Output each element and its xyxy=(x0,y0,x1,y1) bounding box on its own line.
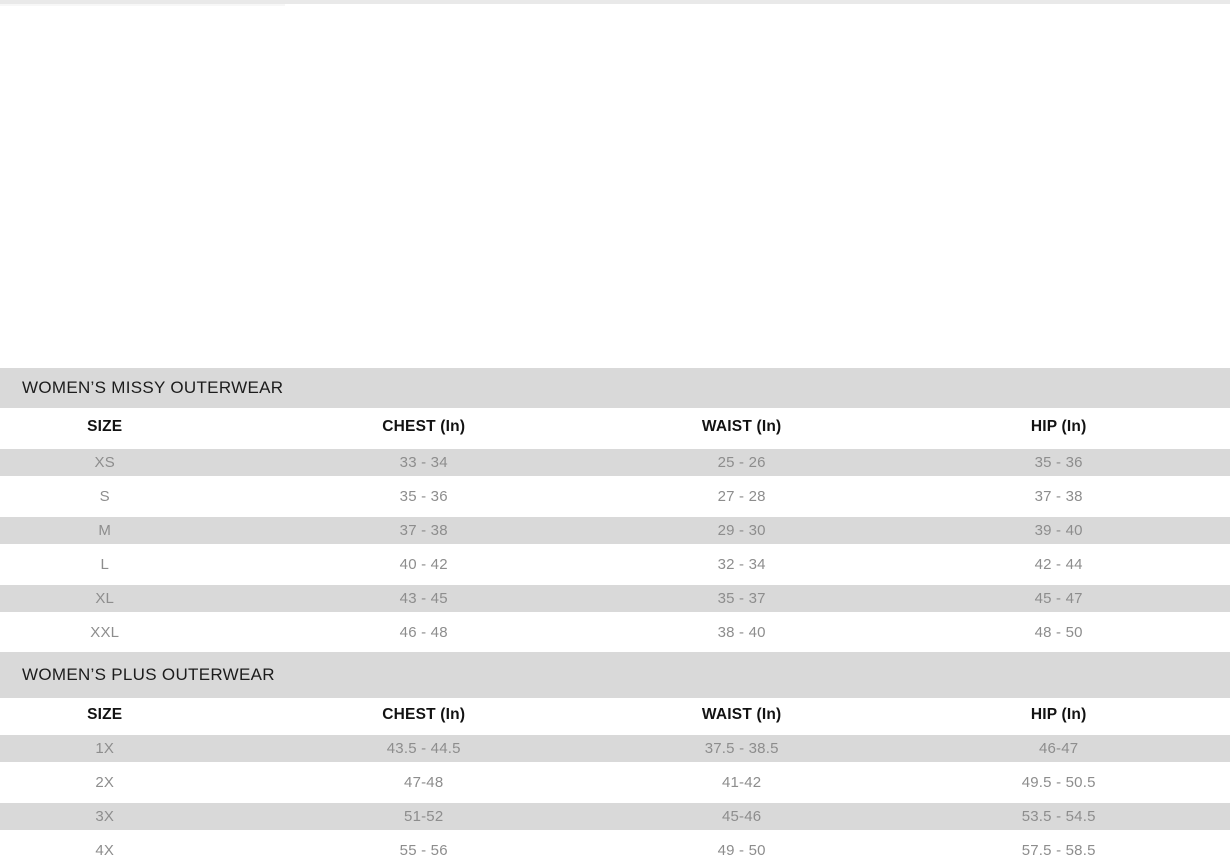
table-cell: XS xyxy=(0,446,264,480)
size-chart-tables xyxy=(0,368,1230,868)
table-cell: M xyxy=(0,514,264,548)
table-cell: 49.5 - 50.5 xyxy=(900,766,1230,800)
header-row xyxy=(0,698,1230,732)
column-header-hip-in: HIP (In) xyxy=(1030,706,1087,723)
table-cell: 55 - 56 xyxy=(264,834,583,868)
empty-content-area xyxy=(0,6,1230,368)
table-cell: S xyxy=(0,480,264,514)
table-cell: 57.5 - 58.5 xyxy=(900,834,1230,868)
table-row-xs xyxy=(0,446,1230,480)
table-row-xxl xyxy=(0,616,1230,650)
table-cell: 2X xyxy=(0,766,264,800)
header-row xyxy=(0,408,1230,446)
table-cell: 37 - 38 xyxy=(900,480,1230,514)
table-cell: 32 - 34 xyxy=(583,548,900,582)
table-cell: XXL xyxy=(0,616,264,650)
table-row-4x xyxy=(0,834,1230,868)
table-cell: 37.5 - 38.5 xyxy=(583,732,900,766)
table-row-m xyxy=(0,514,1230,548)
table-cell: 35 - 36 xyxy=(900,446,1230,480)
table-cell: 47-48 xyxy=(264,766,583,800)
table-cell: 25 - 26 xyxy=(583,446,900,480)
table-cell: 35 - 36 xyxy=(264,480,583,514)
table-row-3x xyxy=(0,800,1230,834)
table-cell: 27 - 28 xyxy=(583,480,900,514)
table-cell: 45 - 47 xyxy=(900,582,1230,616)
section-title: WOMEN’S MISSY OUTERWEAR xyxy=(0,368,1230,408)
table-cell: 35 - 37 xyxy=(583,582,900,616)
table-cell: 42 - 44 xyxy=(900,548,1230,582)
table-cell: 43 - 45 xyxy=(264,582,583,616)
table-cell: 4X xyxy=(0,834,264,868)
table-cell: 1X xyxy=(0,732,264,766)
column-header-chest-in: CHEST (In) xyxy=(382,418,466,435)
table-cell: XL xyxy=(0,582,264,616)
table-row-s xyxy=(0,480,1230,514)
table-cell: 29 - 30 xyxy=(583,514,900,548)
section-title: WOMEN’S PLUS OUTERWEAR xyxy=(0,652,1230,698)
table-cell: 41-42 xyxy=(583,766,900,800)
table-cell: 3X xyxy=(0,800,264,834)
table-cell: 51-52 xyxy=(264,800,583,834)
table-row-2x xyxy=(0,766,1230,800)
table-cell: 39 - 40 xyxy=(900,514,1230,548)
section-women-s-missy-outerwear xyxy=(0,368,1230,650)
table-cell: 46-47 xyxy=(900,732,1230,766)
column-header-waist-in: WAIST (In) xyxy=(701,418,782,435)
section-women-s-plus-outerwear xyxy=(0,652,1230,868)
table-cell: 48 - 50 xyxy=(900,616,1230,650)
table-cell: 38 - 40 xyxy=(583,616,900,650)
column-header-size: SIZE xyxy=(87,418,123,435)
table-row-1x xyxy=(0,732,1230,766)
table-cell: 46 - 48 xyxy=(264,616,583,650)
table-cell: 49 - 50 xyxy=(583,834,900,868)
table-cell: 45-46 xyxy=(583,800,900,834)
size-table xyxy=(0,408,1230,650)
table-cell: 40 - 42 xyxy=(264,548,583,582)
size-table xyxy=(0,698,1230,868)
table-cell: 43.5 - 44.5 xyxy=(264,732,583,766)
column-header-hip-in: HIP (In) xyxy=(1030,418,1087,435)
table-row-l xyxy=(0,548,1230,582)
column-header-size: SIZE xyxy=(87,706,123,723)
table-row-xl xyxy=(0,582,1230,616)
table-cell: 37 - 38 xyxy=(264,514,583,548)
table-cell: 53.5 - 54.5 xyxy=(900,800,1230,834)
column-header-waist-in: WAIST (In) xyxy=(701,706,782,723)
table-cell: L xyxy=(0,548,264,582)
table-cell: 33 - 34 xyxy=(264,446,583,480)
column-header-chest-in: CHEST (In) xyxy=(382,706,466,723)
